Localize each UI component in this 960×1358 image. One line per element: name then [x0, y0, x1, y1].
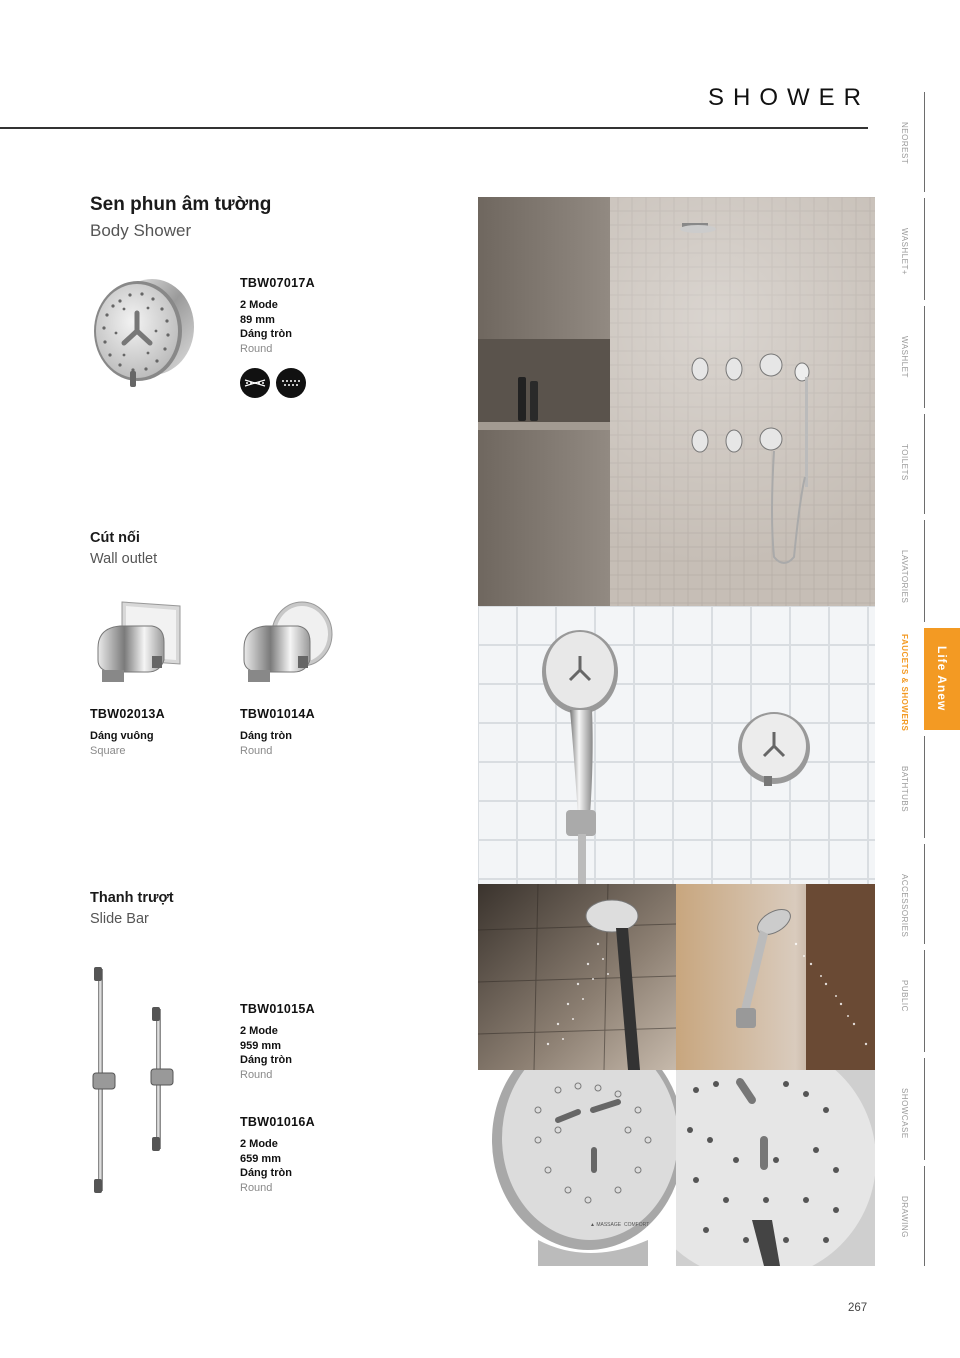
sidebar-item-public[interactable] [895, 950, 960, 1052]
sidebar-item-label: WASHLET+ [900, 228, 909, 276]
sidebar-item-showcase[interactable] [895, 1058, 960, 1160]
body-shower-product-image [90, 275, 196, 393]
header-divider [0, 127, 868, 129]
product-spec [240, 1024, 292, 1082]
product-code: TBW01015A [240, 1002, 315, 1016]
product-code: TBW07017A [240, 276, 315, 290]
shower-wall-photo [478, 197, 875, 606]
sidebar-item-label: TOILETS [900, 444, 909, 481]
comfort-marking: COMFORT [624, 1222, 650, 1228]
wall-outlet-title-en: Wall outlet [90, 551, 158, 567]
product-spec [240, 729, 292, 758]
spec-shape-vn: Dáng tròn [240, 1167, 292, 1179]
sidebar-item-accessories[interactable] [895, 844, 960, 944]
spec-mode: 2 Mode [240, 1138, 278, 1150]
slide-bar-title-en: Slide Bar [90, 911, 149, 927]
spec-shape-vn: Dáng vuông [90, 730, 154, 742]
wall-outlet-title-vn: Cút nối [90, 530, 140, 546]
product-spec [240, 298, 292, 356]
sidebar-item-toilets[interactable] [895, 414, 960, 514]
body-shower-title-vn: Sen phun âm tường [90, 194, 272, 215]
slide-bar-image [88, 965, 178, 1197]
slide-bar-title-vn: Thanh trượt [90, 890, 174, 906]
sidebar-item-lavatories[interactable] [895, 520, 960, 622]
white-tile-hand-shower-photo [478, 606, 875, 884]
product-spec [90, 729, 154, 758]
sidebar-item-label: NEOREST [900, 122, 909, 165]
spec-mode: 2 Mode [240, 1025, 278, 1037]
spec-shape-vn: Dáng tròn [240, 730, 292, 742]
spec-size: 89 mm [240, 313, 275, 326]
spec-size: 959 mm [240, 1039, 281, 1052]
sidebar-item-label: BATHTUBS [900, 766, 909, 813]
sidebar-item-label: FAUCETS & SHOWERS [900, 634, 909, 732]
spray-wall-bracket-photo [676, 884, 875, 1070]
spray-pattern-icon [276, 368, 306, 398]
spec-shape-en: Round [240, 744, 273, 757]
sidebar-item-neorest[interactable] [895, 92, 960, 192]
body-shower-title-en: Body Shower [90, 221, 192, 240]
spec-shape-en: Square [90, 744, 126, 757]
sidebar-item-drawing[interactable] [895, 1166, 960, 1266]
spec-shape-en: Round [240, 1068, 273, 1081]
spec-shape-en: Round [240, 1181, 273, 1194]
spec-shape-vn: Dáng tròn [240, 328, 292, 340]
square-wall-outlet-image [90, 600, 186, 686]
product-code: TBW02013A [90, 707, 165, 721]
spec-shape-en: Round [240, 342, 273, 355]
spec-mode: 2 Mode [240, 299, 278, 311]
spray-pattern-icon [240, 368, 270, 398]
spray-dark-tile-photo [478, 884, 676, 1070]
spec-shape-vn: Dáng tròn [240, 1054, 292, 1066]
sidebar-item-washlet[interactable] [895, 306, 960, 408]
page-number: 267 [848, 1302, 868, 1314]
sidebar-item-label: PUBLIC [900, 980, 909, 1012]
nozzle-closeup-photo [676, 1070, 875, 1266]
sidebar-item-bathtubs[interactable] [895, 736, 960, 838]
sidebar-item-label: SHOWCASE [900, 1088, 909, 1139]
page-title: SHOWER [708, 84, 870, 111]
sidebar-item-label: WASHLET [900, 336, 909, 378]
life-anew-label: Life Anew [935, 646, 949, 712]
product-spec [240, 1137, 292, 1195]
sidebar-item-label: DRAWING [900, 1196, 909, 1238]
massage-marking: ▲ MASSAGE [590, 1222, 622, 1228]
spec-size: 659 mm [240, 1152, 281, 1165]
sidebar-item-label: LAVATORIES [900, 550, 909, 604]
product-code: TBW01016A [240, 1115, 315, 1129]
round-wall-outlet-image [238, 600, 334, 686]
sidebar-item-washlet-plus[interactable] [895, 198, 960, 300]
life-anew-tab[interactable] [924, 628, 960, 730]
sidebar-item-label: ACCESSORIES [900, 874, 909, 938]
product-code: TBW01014A [240, 707, 315, 721]
spray-face-closeup-photo [478, 1070, 676, 1266]
